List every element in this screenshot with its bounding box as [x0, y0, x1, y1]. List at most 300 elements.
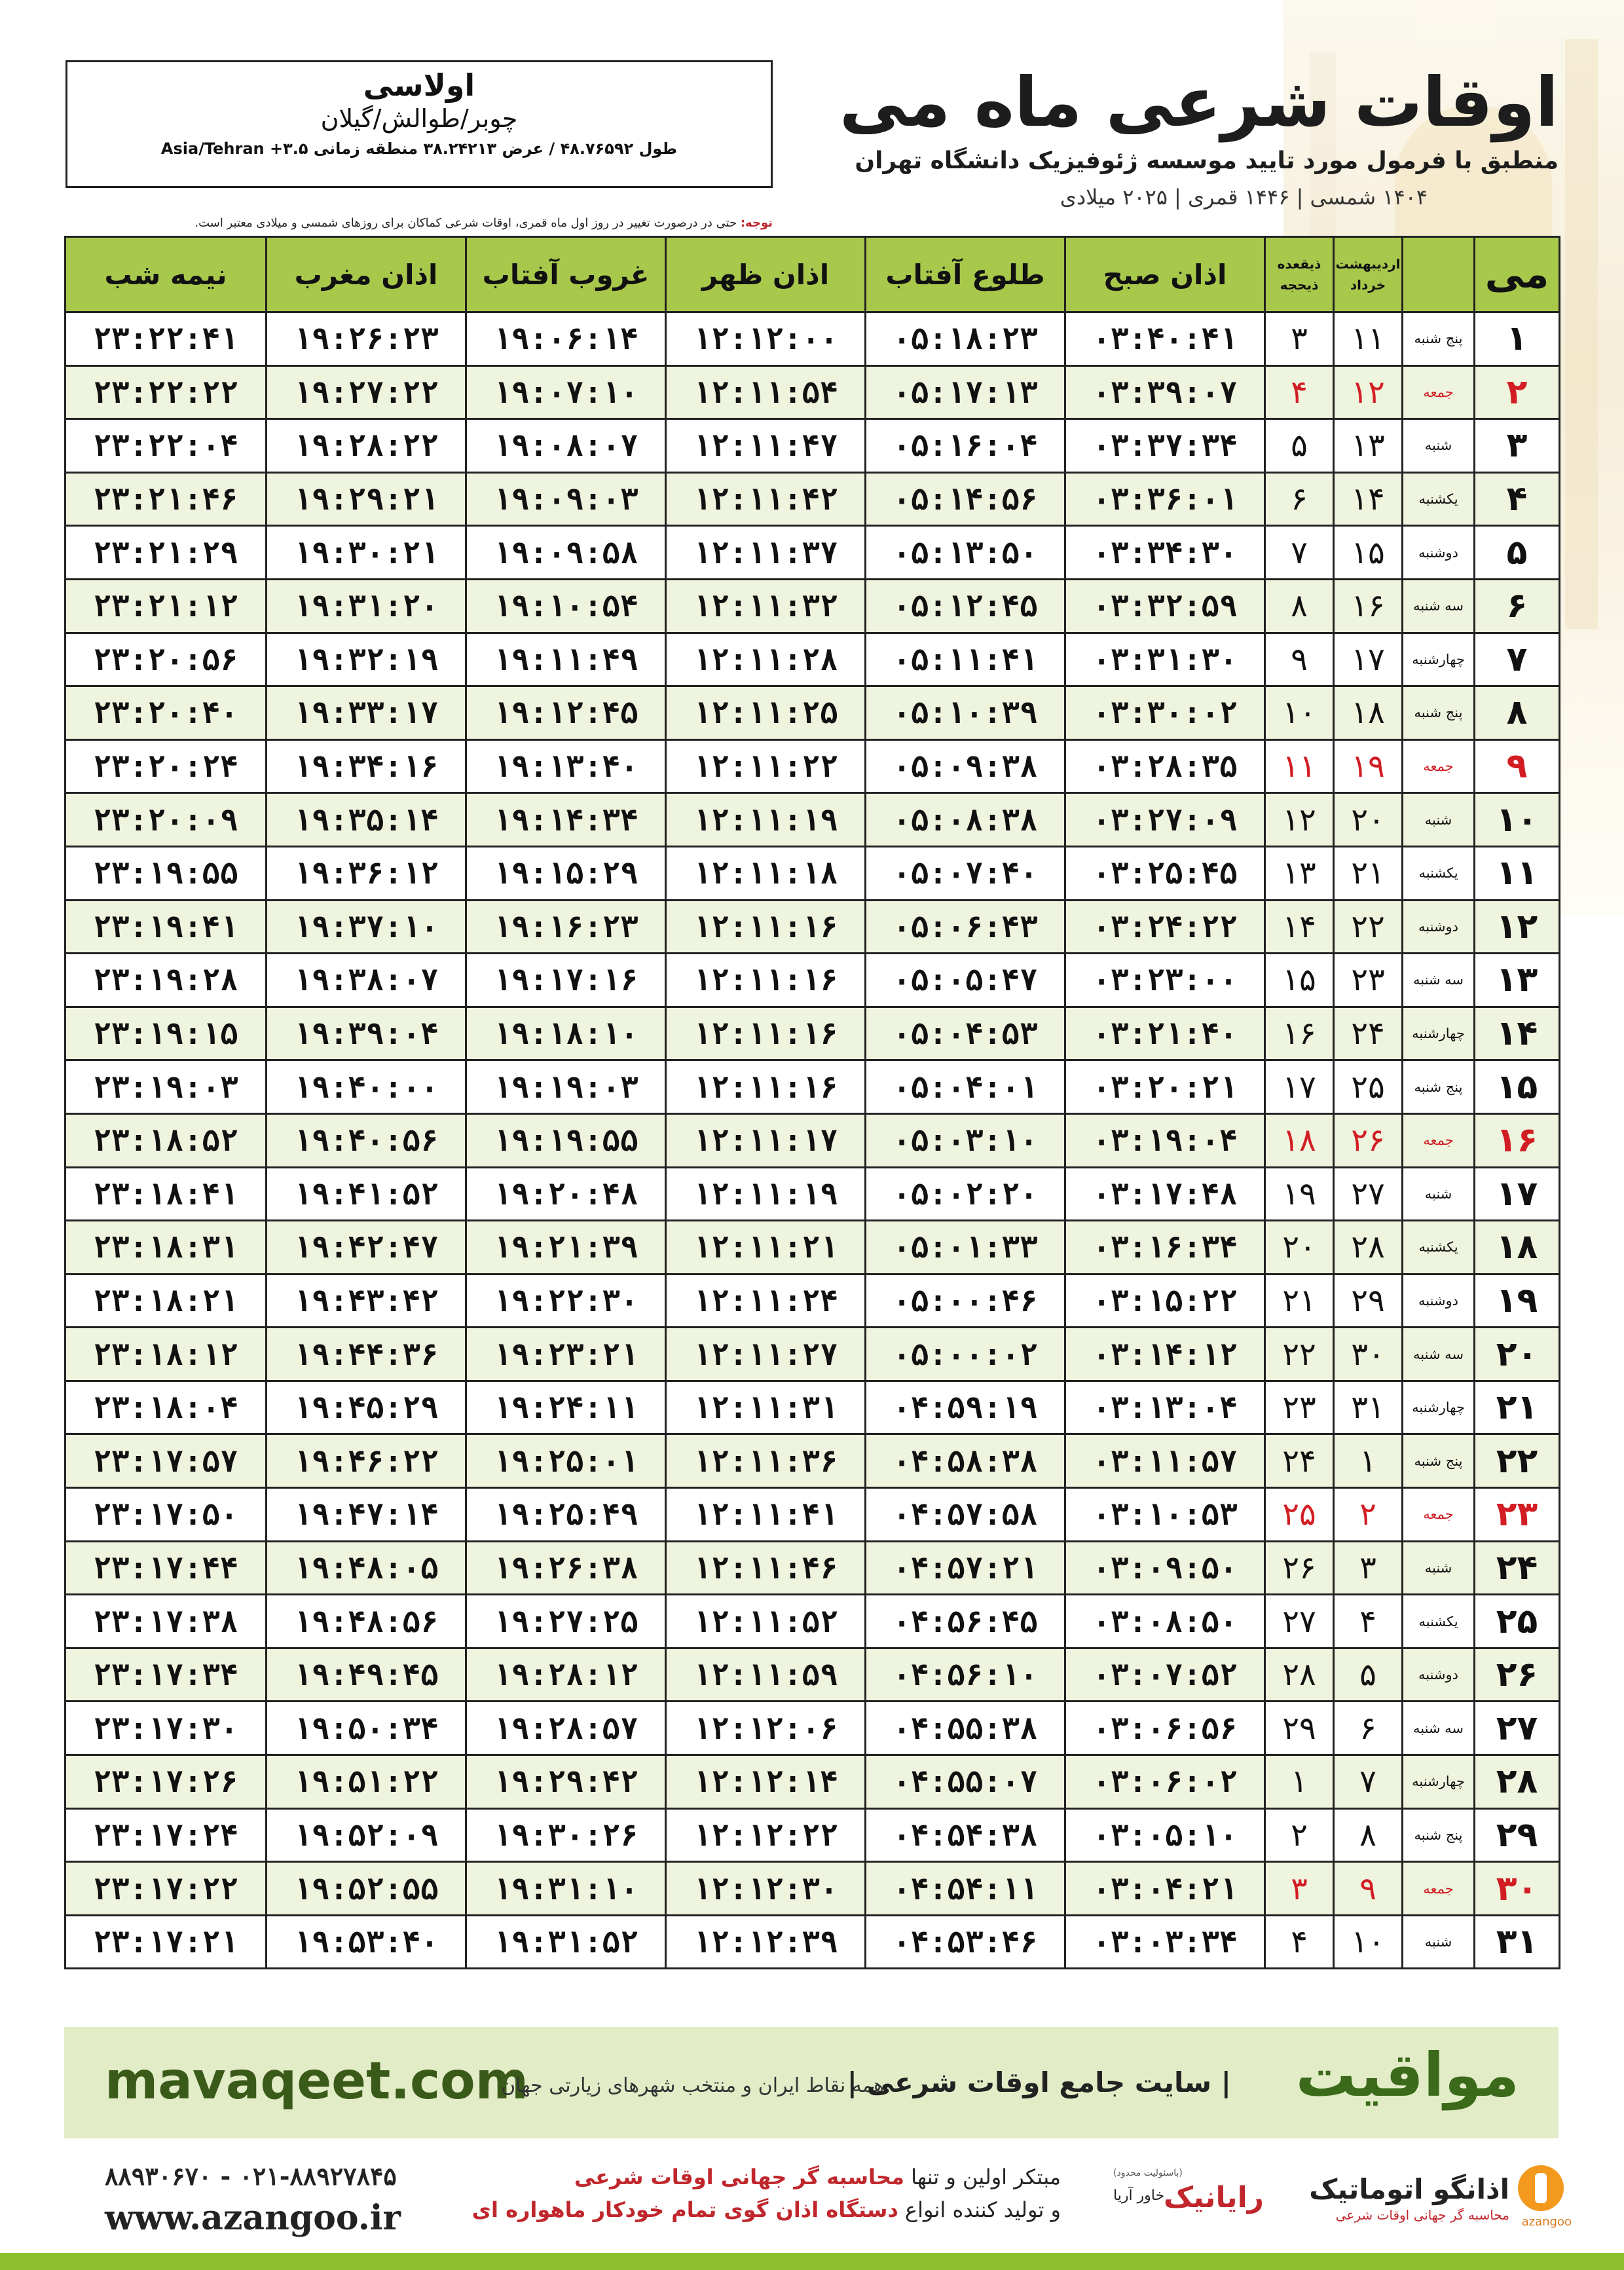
sunset-time-cell: ۱۹:۲۵:۰۱ — [466, 1434, 666, 1488]
rayanik-logo — [1113, 2168, 1264, 2233]
midnight-time-cell: ۲۳:۱۷:۲۱ — [65, 1915, 267, 1969]
day-cell: ۱۶ — [1475, 1113, 1560, 1167]
banner-url[interactable]: mavaqeet.com — [105, 2052, 529, 2111]
weekday-cell: دوشنبه — [1403, 1274, 1475, 1328]
qamari-date-cell: ۵ — [1265, 419, 1334, 473]
midnight-time-cell: ۲۳:۱۸:۲۱ — [65, 1274, 267, 1328]
qamari-date-cell: ۱۰ — [1265, 686, 1334, 740]
location-coordinates: طول ۴۸.۷۶۵۹۲ / عرض ۳۸.۲۴۲۱۳ منطقه زمانی ۳.۵+ Asia/Tehran — [160, 140, 678, 158]
qamari-date-cell: ۹ — [1265, 633, 1334, 686]
day-cell: ۹ — [1475, 739, 1560, 793]
sunset-time-cell: ۱۹:۱۷:۱۶ — [466, 954, 666, 1007]
sunset-time-cell: ۱۹:۳۰:۲۶ — [466, 1808, 666, 1862]
table-row — [65, 1702, 1560, 1755]
fajr-time-cell: ۰۳:۲۱:۴۰ — [1065, 1007, 1265, 1060]
shamsi-date-cell: ۵ — [1334, 1648, 1403, 1702]
dhuhr-time-cell: ۱۲:۱۱:۱۹ — [666, 793, 866, 847]
fajr-time-cell: ۰۳:۰۳:۳۴ — [1065, 1915, 1265, 1969]
weekday-cell: جمعه — [1403, 365, 1475, 419]
sunset-time-cell: ۱۹:۱۹:۵۵ — [466, 1113, 666, 1167]
table-row — [65, 954, 1560, 1007]
weekday-cell: شنبه — [1403, 1541, 1475, 1595]
qamari-date-cell: ۸ — [1265, 579, 1334, 633]
weekday-cell: چهارشنبه — [1403, 1755, 1475, 1809]
fajr-time-cell: ۰۳:۰۴:۲۱ — [1065, 1862, 1265, 1916]
midnight-time-cell: ۲۳:۲۰:۴۰ — [65, 686, 267, 740]
weekday-cell: دوشنبه — [1403, 900, 1475, 954]
sunrise-time-cell: ۰۵:۱۶:۰۴ — [866, 419, 1065, 473]
weekday-cell: سه شنبه — [1403, 579, 1475, 633]
footer-line-1-text: مبتکر اولین و تنها — [911, 2165, 1061, 2189]
midnight-time-cell: ۲۳:۱۷:۳۰ — [65, 1702, 267, 1755]
table-row — [65, 1541, 1560, 1595]
azangoo-logo — [1297, 2161, 1572, 2233]
header-month: می — [1475, 237, 1560, 312]
weekday-cell: چهارشنبه — [1403, 1007, 1475, 1060]
sunrise-time-cell: ۰۴:۵۷:۲۱ — [866, 1541, 1065, 1595]
midnight-time-cell: ۲۳:۲۱:۲۹ — [65, 526, 267, 580]
dhuhr-time-cell: ۱۲:۱۱:۳۲ — [666, 579, 866, 633]
sunset-time-cell: ۱۹:۲۳:۲۱ — [466, 1328, 666, 1381]
day-cell: ۲۹ — [1475, 1808, 1560, 1862]
azangoo-name: اذانگو اتوماتیک — [1309, 2173, 1509, 2205]
location-name: اولاسی — [363, 67, 475, 103]
fajr-time-cell: ۰۳:۲۰:۲۱ — [1065, 1060, 1265, 1114]
table-row — [65, 633, 1560, 686]
table-row — [65, 1488, 1560, 1542]
dhuhr-time-cell: ۱۲:۱۱:۲۱ — [666, 1221, 866, 1275]
header-midnight: نیمه شب — [65, 237, 267, 312]
qamari-date-cell: ۱۹ — [1265, 1167, 1334, 1221]
table-row — [65, 1648, 1560, 1702]
sunset-time-cell: ۱۹:۱۰:۵۴ — [466, 579, 666, 633]
qamari-date-cell: ۲۶ — [1265, 1541, 1334, 1595]
dhuhr-time-cell: ۱۲:۱۱:۲۴ — [666, 1274, 866, 1328]
sunset-time-cell: ۱۹:۱۳:۴۰ — [466, 739, 666, 793]
day-cell: ۲۵ — [1475, 1595, 1560, 1648]
day-cell: ۱۴ — [1475, 1007, 1560, 1060]
dhuhr-time-cell: ۱۲:۱۱:۲۲ — [666, 739, 866, 793]
dhuhr-time-cell: ۱۲:۱۱:۱۷ — [666, 1113, 866, 1167]
weekday-cell: یکشنبه — [1403, 1221, 1475, 1275]
midnight-time-cell: ۲۳:۱۹:۲۸ — [65, 954, 267, 1007]
day-cell: ۴ — [1475, 472, 1560, 526]
day-cell: ۶ — [1475, 579, 1560, 633]
weekday-cell: یکشنبه — [1403, 846, 1475, 900]
table-row — [65, 472, 1560, 526]
maghrib-time-cell: ۱۹:۳۷:۱۰ — [267, 900, 466, 954]
banner-brand: مواقیت — [1295, 2040, 1519, 2110]
page-subtitle: منطبق با فرمول مورد تایید موسسه ژئوفیزیک دانشگاه تهران — [855, 147, 1559, 174]
fajr-time-cell: ۰۳:۱۱:۵۷ — [1065, 1434, 1265, 1488]
sunset-time-cell: ۱۹:۲۸:۱۲ — [466, 1648, 666, 1702]
shamsi-date-cell: ۲۵ — [1334, 1060, 1403, 1114]
maghrib-time-cell: ۱۹:۵۲:۵۵ — [267, 1862, 466, 1916]
shamsi-date-cell: ۱۷ — [1334, 633, 1403, 686]
table-row — [65, 579, 1560, 633]
maghrib-time-cell: ۱۹:۳۶:۱۲ — [267, 846, 466, 900]
midnight-time-cell: ۲۳:۱۷:۲۴ — [65, 1808, 267, 1862]
sunrise-time-cell: ۰۵:۱۸:۲۳ — [866, 312, 1065, 366]
qamari-date-cell: ۱ — [1265, 1755, 1334, 1809]
maghrib-time-cell: ۱۹:۴۳:۴۲ — [267, 1274, 466, 1328]
fajr-time-cell: ۰۳:۰۷:۵۲ — [1065, 1648, 1265, 1702]
sunset-time-cell: ۱۹:۲۱:۳۹ — [466, 1221, 666, 1275]
header-sunrise: طلوع آفتاب — [866, 237, 1065, 312]
qamari-date-cell: ۶ — [1265, 472, 1334, 526]
midnight-time-cell: ۲۳:۲۱:۱۲ — [65, 579, 267, 633]
day-cell: ۱۵ — [1475, 1060, 1560, 1114]
year-dates: ۱۴۰۴ شمسی | ۱۴۴۶ قمری | ۲۰۲۵ میلادی — [1060, 185, 1428, 210]
midnight-time-cell: ۲۳:۱۹:۰۳ — [65, 1060, 267, 1114]
sunrise-time-cell: ۰۵:۱۰:۳۹ — [866, 686, 1065, 740]
fajr-time-cell: ۰۳:۲۵:۴۵ — [1065, 846, 1265, 900]
shamsi-date-cell: ۲۴ — [1334, 1007, 1403, 1060]
weekday-cell: شنبه — [1403, 419, 1475, 473]
shamsi-date-cell: ۱۳ — [1334, 419, 1403, 473]
shamsi-date-cell: ۲۶ — [1334, 1113, 1403, 1167]
day-cell: ۱۳ — [1475, 954, 1560, 1007]
weekday-cell: سه شنبه — [1403, 1328, 1475, 1381]
qamari-date-cell: ۲۸ — [1265, 1648, 1334, 1702]
sunset-time-cell: ۱۹:۰۹:۰۳ — [466, 472, 666, 526]
sunset-time-cell: ۱۹:۲۰:۴۸ — [466, 1167, 666, 1221]
maghrib-time-cell: ۱۹:۲۷:۲۲ — [267, 365, 466, 419]
maghrib-time-cell: ۱۹:۳۹:۰۴ — [267, 1007, 466, 1060]
midnight-time-cell: ۲۳:۱۷:۲۶ — [65, 1755, 267, 1809]
maghrib-time-cell: ۱۹:۴۰:۵۶ — [267, 1113, 466, 1167]
shamsi-date-cell: ۲۱ — [1334, 846, 1403, 900]
table-row — [65, 365, 1560, 419]
maghrib-time-cell: ۱۹:۲۹:۲۱ — [267, 472, 466, 526]
footer-website[interactable]: www.azangoo.ir — [105, 2198, 401, 2238]
day-cell: ۷ — [1475, 633, 1560, 686]
day-cell: ۲ — [1475, 365, 1560, 419]
day-cell: ۲۳ — [1475, 1488, 1560, 1542]
shamsi-date-cell: ۲۳ — [1334, 954, 1403, 1007]
sunrise-time-cell: ۰۵:۰۹:۳۸ — [866, 739, 1065, 793]
shamsi-date-cell: ۴ — [1334, 1595, 1403, 1648]
rayanik-name: رایانیک — [1164, 2181, 1264, 2214]
dhuhr-time-cell: ۱۲:۱۱:۲۸ — [666, 633, 866, 686]
midnight-time-cell: ۲۳:۲۰:۰۹ — [65, 793, 267, 847]
dhuhr-time-cell: ۱۲:۱۱:۳۱ — [666, 1381, 866, 1434]
shamsi-date-cell: ۸ — [1334, 1808, 1403, 1862]
weekday-cell: جمعه — [1403, 1488, 1475, 1542]
fajr-time-cell: ۰۳:۰۸:۵۰ — [1065, 1595, 1265, 1648]
weekday-cell: سه شنبه — [1403, 954, 1475, 1007]
midnight-time-cell: ۲۳:۲۲:۰۴ — [65, 419, 267, 473]
sunset-time-cell: ۱۹:۱۸:۱۰ — [466, 1007, 666, 1060]
sunrise-time-cell: ۰۴:۵۵:۰۷ — [866, 1755, 1065, 1809]
qamari-date-cell: ۱۶ — [1265, 1007, 1334, 1060]
midnight-time-cell: ۲۳:۲۲:۲۲ — [65, 365, 267, 419]
shamsi-date-cell: ۱۵ — [1334, 526, 1403, 580]
table-row — [65, 1113, 1560, 1167]
banner-subtext: همه نقاط ایران و منتخب شهرهای زیارتی جهان — [501, 2074, 884, 2097]
maghrib-time-cell: ۱۹:۴۵:۲۹ — [267, 1381, 466, 1434]
midnight-time-cell: ۲۳:۱۸:۴۱ — [65, 1167, 267, 1221]
weekday-cell: شنبه — [1403, 1915, 1475, 1969]
weekday-cell: یکشنبه — [1403, 472, 1475, 526]
shamsi-date-cell: ۱۴ — [1334, 472, 1403, 526]
mavaqeet-banner — [64, 2027, 1559, 2138]
midnight-time-cell: ۲۳:۱۷:۳۸ — [65, 1595, 267, 1648]
dhuhr-time-cell: ۱۲:۱۱:۴۷ — [666, 419, 866, 473]
sunrise-time-cell: ۰۵:۰۴:۰۱ — [866, 1060, 1065, 1114]
sunrise-time-cell: ۰۵:۰۳:۱۰ — [866, 1113, 1065, 1167]
midnight-time-cell: ۲۳:۲۲:۴۱ — [65, 312, 267, 366]
fajr-time-cell: ۰۳:۱۹:۰۴ — [1065, 1113, 1265, 1167]
fajr-time-cell: ۰۳:۳۷:۳۴ — [1065, 419, 1265, 473]
maghrib-time-cell: ۱۹:۴۷:۱۴ — [267, 1488, 466, 1542]
sunrise-time-cell: ۰۴:۵۶:۱۰ — [866, 1648, 1065, 1702]
sunset-time-cell: ۱۹:۲۲:۳۰ — [466, 1274, 666, 1328]
qamari-date-cell: ۳ — [1265, 1862, 1334, 1916]
midnight-time-cell: ۲۳:۲۱:۴۶ — [65, 472, 267, 526]
weekday-cell: جمعه — [1403, 739, 1475, 793]
fajr-time-cell: ۰۳:۱۵:۲۲ — [1065, 1274, 1265, 1328]
fajr-time-cell: ۰۳:۲۷:۰۹ — [1065, 793, 1265, 847]
dhuhr-time-cell: ۱۲:۱۱:۱۶ — [666, 900, 866, 954]
day-cell: ۱۹ — [1475, 1274, 1560, 1328]
footer-line-2-text: و تولید کننده انواع — [904, 2197, 1061, 2222]
footer-line-2-highlight: دستگاه اذان گوی تمام خودکار ماهواره ای — [471, 2197, 898, 2222]
shamsi-date-cell: ۶ — [1334, 1702, 1403, 1755]
shamsi-date-cell: ۱۰ — [1334, 1915, 1403, 1969]
day-cell: ۲۲ — [1475, 1434, 1560, 1488]
fajr-time-cell: ۰۳:۴۰:۴۱ — [1065, 312, 1265, 366]
qamari-date-cell: ۲۳ — [1265, 1381, 1334, 1434]
sunset-time-cell: ۱۹:۲۶:۳۸ — [466, 1541, 666, 1595]
fajr-time-cell: ۰۳:۰۵:۱۰ — [1065, 1808, 1265, 1862]
shamsi-date-cell: ۱۶ — [1334, 579, 1403, 633]
day-cell: ۲۱ — [1475, 1381, 1560, 1434]
midnight-time-cell: ۲۳:۱۸:۱۲ — [65, 1328, 267, 1381]
fajr-time-cell: ۰۳:۳۲:۵۹ — [1065, 579, 1265, 633]
qamari-date-cell: ۲۴ — [1265, 1434, 1334, 1488]
maghrib-time-cell: ۱۹:۴۲:۴۷ — [267, 1221, 466, 1275]
azangoo-latin-name: azangoo — [1521, 2215, 1572, 2229]
dhuhr-time-cell: ۱۲:۱۱:۲۷ — [666, 1328, 866, 1381]
day-cell: ۲۶ — [1475, 1648, 1560, 1702]
qamari-date-cell: ۳ — [1265, 312, 1334, 366]
sunset-time-cell: ۱۹:۳۱:۱۰ — [466, 1862, 666, 1916]
maghrib-time-cell: ۱۹:۴۴:۳۶ — [267, 1328, 466, 1381]
maghrib-time-cell: ۱۹:۵۳:۴۰ — [267, 1915, 466, 1969]
qamari-date-cell: ۱۴ — [1265, 900, 1334, 954]
table-row — [65, 686, 1560, 740]
sunset-time-cell: ۱۹:۰۶:۱۴ — [466, 312, 666, 366]
maghrib-time-cell: ۱۹:۵۱:۲۲ — [267, 1755, 466, 1809]
day-cell: ۲۴ — [1475, 1541, 1560, 1595]
sunrise-time-cell: ۰۵:۱۱:۴۱ — [866, 633, 1065, 686]
maghrib-time-cell: ۱۹:۴۱:۵۲ — [267, 1167, 466, 1221]
header-weekday — [1403, 237, 1475, 312]
sunrise-time-cell: ۰۵:۱۷:۱۳ — [866, 365, 1065, 419]
note-label: توجه: — [740, 216, 773, 230]
table-row — [65, 1862, 1560, 1916]
day-cell: ۲۰ — [1475, 1328, 1560, 1381]
table-row — [65, 312, 1560, 366]
sunrise-time-cell: ۰۵:۱۴:۵۶ — [866, 472, 1065, 526]
table-row — [65, 1915, 1560, 1969]
weekday-cell: دوشنبه — [1403, 1648, 1475, 1702]
shamsi-date-cell: ۹ — [1334, 1862, 1403, 1916]
weekday-cell: سه شنبه — [1403, 1702, 1475, 1755]
qamari-date-cell: ۷ — [1265, 526, 1334, 580]
weekday-cell: دوشنبه — [1403, 526, 1475, 580]
sunrise-time-cell: ۰۴:۵۳:۴۶ — [866, 1915, 1065, 1969]
sunset-time-cell: ۱۹:۱۲:۴۵ — [466, 686, 666, 740]
dhuhr-time-cell: ۱۲:۱۱:۲۵ — [666, 686, 866, 740]
footer-line-1-highlight: محاسبه گر جهانی اوقات شرعی — [574, 2165, 904, 2189]
weekday-cell: چهارشنبه — [1403, 633, 1475, 686]
sunset-time-cell: ۱۹:۱۹:۰۳ — [466, 1060, 666, 1114]
qamari-date-cell: ۲۱ — [1265, 1274, 1334, 1328]
midnight-time-cell: ۲۳:۱۷:۵۷ — [65, 1434, 267, 1488]
maghrib-time-cell: ۱۹:۳۰:۲۱ — [267, 526, 466, 580]
sunset-time-cell: ۱۹:۲۴:۱۱ — [466, 1381, 666, 1434]
midnight-time-cell: ۲۳:۱۹:۵۵ — [65, 846, 267, 900]
midnight-time-cell: ۲۳:۱۷:۳۴ — [65, 1648, 267, 1702]
qamari-date-cell: ۲۵ — [1265, 1488, 1334, 1542]
dhuhr-time-cell: ۱۲:۱۲:۲۲ — [666, 1808, 866, 1862]
table-row — [65, 419, 1560, 473]
sunrise-time-cell: ۰۵:۰۵:۴۷ — [866, 954, 1065, 1007]
table-row — [65, 846, 1560, 900]
maghrib-time-cell: ۱۹:۳۵:۱۴ — [267, 793, 466, 847]
weekday-cell: پنج شنبه — [1403, 1434, 1475, 1488]
azangoo-mark-icon — [1518, 2165, 1564, 2211]
weekday-cell: پنج شنبه — [1403, 686, 1475, 740]
fajr-time-cell: ۰۳:۰۶:۵۶ — [1065, 1702, 1265, 1755]
qamari-date-cell: ۴ — [1265, 1915, 1334, 1969]
qamari-date-cell: ۱۸ — [1265, 1113, 1334, 1167]
fajr-time-cell: ۰۳:۱۶:۳۴ — [1065, 1221, 1265, 1275]
sunrise-time-cell: ۰۵:۰۶:۴۳ — [866, 900, 1065, 954]
day-cell: ۸ — [1475, 686, 1560, 740]
table-header-row — [65, 237, 1560, 312]
sunrise-time-cell: ۰۴:۵۴:۱۱ — [866, 1862, 1065, 1916]
dhuhr-time-cell: ۱۲:۱۲:۳۹ — [666, 1915, 866, 1969]
midnight-time-cell: ۲۳:۱۸:۰۴ — [65, 1381, 267, 1434]
fajr-time-cell: ۰۳:۰۶:۰۲ — [1065, 1755, 1265, 1809]
midnight-time-cell: ۲۳:۱۷:۵۰ — [65, 1488, 267, 1542]
table-row — [65, 526, 1560, 580]
day-cell: ۱۰ — [1475, 793, 1560, 847]
shamsi-date-cell: ۲۸ — [1334, 1221, 1403, 1275]
sunrise-time-cell: ۰۵:۰۴:۵۳ — [866, 1007, 1065, 1060]
midnight-time-cell: ۲۳:۲۰:۵۶ — [65, 633, 267, 686]
dhuhr-time-cell: ۱۲:۱۱:۵۲ — [666, 1595, 866, 1648]
shamsi-date-cell: ۲ — [1334, 1488, 1403, 1542]
dhuhr-time-cell: ۱۲:۱۱:۴۶ — [666, 1541, 866, 1595]
fajr-time-cell: ۰۳:۱۷:۴۸ — [1065, 1167, 1265, 1221]
dhuhr-time-cell: ۱۲:۱۱:۵۴ — [666, 365, 866, 419]
day-cell: ۳۰ — [1475, 1862, 1560, 1916]
table-row — [65, 1221, 1560, 1275]
dhuhr-time-cell: ۱۲:۱۲:۱۴ — [666, 1755, 866, 1809]
note-text: حتی در درصورت تغییر در روز اول ماه قمری، اوقات شرعی کماکان برای روزهای شمسی و میلادی معتبر است. — [194, 216, 737, 230]
bottom-color-bar — [0, 2253, 1624, 2270]
header-qamari: ذیقعده ذیحجه — [1265, 237, 1334, 312]
shamsi-date-cell: ۱۲ — [1334, 365, 1403, 419]
day-cell: ۵ — [1475, 526, 1560, 580]
location-box — [65, 60, 773, 188]
day-cell: ۱ — [1475, 312, 1560, 366]
maghrib-time-cell: ۱۹:۳۸:۰۷ — [267, 954, 466, 1007]
sunset-time-cell: ۱۹:۲۹:۴۲ — [466, 1755, 666, 1809]
fajr-time-cell: ۰۳:۰۹:۵۰ — [1065, 1541, 1265, 1595]
dhuhr-time-cell: ۱۲:۱۱:۵۹ — [666, 1648, 866, 1702]
minaret-decoration — [1565, 39, 1598, 629]
day-cell: ۱۲ — [1475, 900, 1560, 954]
shamsi-date-cell: ۲۷ — [1334, 1167, 1403, 1221]
sunrise-time-cell: ۰۴:۵۷:۵۸ — [866, 1488, 1065, 1542]
dhuhr-time-cell: ۱۲:۱۲:۰۶ — [666, 1702, 866, 1755]
maghrib-time-cell: ۱۹:۴۸:۵۶ — [267, 1595, 466, 1648]
midnight-time-cell: ۲۳:۱۹:۱۵ — [65, 1007, 267, 1060]
midnight-time-cell: ۲۳:۲۰:۲۴ — [65, 739, 267, 793]
rayanik-tiny-text: (باسئولیت محدود) — [1113, 2168, 1183, 2178]
sunset-time-cell: ۱۹:۰۷:۱۰ — [466, 365, 666, 419]
qamari-date-cell: ۲۹ — [1265, 1702, 1334, 1755]
weekday-cell: پنج شنبه — [1403, 1808, 1475, 1862]
dhuhr-time-cell: ۱۲:۱۱:۳۶ — [666, 1434, 866, 1488]
page-title: اوقات شرعی ماه می — [839, 62, 1559, 142]
maghrib-time-cell: ۱۹:۵۰:۳۴ — [267, 1702, 466, 1755]
location-region: چوبر/طوالش/گیلان — [320, 104, 518, 133]
header-dhuhr: اذان ظهر — [666, 237, 866, 312]
shamsi-date-cell: ۱۱ — [1334, 312, 1403, 366]
prayer-times-table — [64, 236, 1560, 1969]
fajr-time-cell: ۰۳:۳۰:۰۲ — [1065, 686, 1265, 740]
weekday-cell: پنج شنبه — [1403, 312, 1475, 366]
qamari-date-cell: ۲ — [1265, 1808, 1334, 1862]
fajr-time-cell: ۰۳:۳۱:۳۰ — [1065, 633, 1265, 686]
note — [65, 216, 773, 230]
weekday-cell: یکشنبه — [1403, 1595, 1475, 1648]
table-row — [65, 1595, 1560, 1648]
weekday-cell: چهارشنبه — [1403, 1381, 1475, 1434]
shamsi-date-cell: ۷ — [1334, 1755, 1403, 1809]
shamsi-date-cell: ۳ — [1334, 1541, 1403, 1595]
qamari-date-cell: ۱۱ — [1265, 739, 1334, 793]
dhuhr-time-cell: ۱۲:۱۱:۱۶ — [666, 954, 866, 1007]
midnight-time-cell: ۲۳:۱۸:۳۱ — [65, 1221, 267, 1275]
sunset-time-cell: ۱۹:۱۶:۲۳ — [466, 900, 666, 954]
qamari-date-cell: ۱۷ — [1265, 1060, 1334, 1114]
qamari-date-cell: ۲۰ — [1265, 1221, 1334, 1275]
fajr-time-cell: ۰۳:۳۹:۰۷ — [1065, 365, 1265, 419]
fajr-time-cell: ۰۳:۲۸:۳۵ — [1065, 739, 1265, 793]
maghrib-time-cell: ۱۹:۵۲:۰۹ — [267, 1808, 466, 1862]
dhuhr-time-cell: ۱۲:۱۱:۴۱ — [666, 1488, 866, 1542]
sunset-time-cell: ۱۹:۳۱:۵۲ — [466, 1915, 666, 1969]
maghrib-time-cell: ۱۹:۳۲:۱۹ — [267, 633, 466, 686]
sunrise-time-cell: ۰۵:۰۸:۳۸ — [866, 793, 1065, 847]
table-row — [65, 900, 1560, 954]
maghrib-time-cell: ۱۹:۴۰:۰۰ — [267, 1060, 466, 1114]
table-row — [65, 1381, 1560, 1434]
day-cell: ۳۱ — [1475, 1915, 1560, 1969]
table-row — [65, 1007, 1560, 1060]
dhuhr-time-cell: ۱۲:۱۲:۰۰ — [666, 312, 866, 366]
weekday-cell: شنبه — [1403, 793, 1475, 847]
midnight-time-cell: ۲۳:۱۸:۵۲ — [65, 1113, 267, 1167]
header-maghrib: اذان مغرب — [267, 237, 466, 312]
